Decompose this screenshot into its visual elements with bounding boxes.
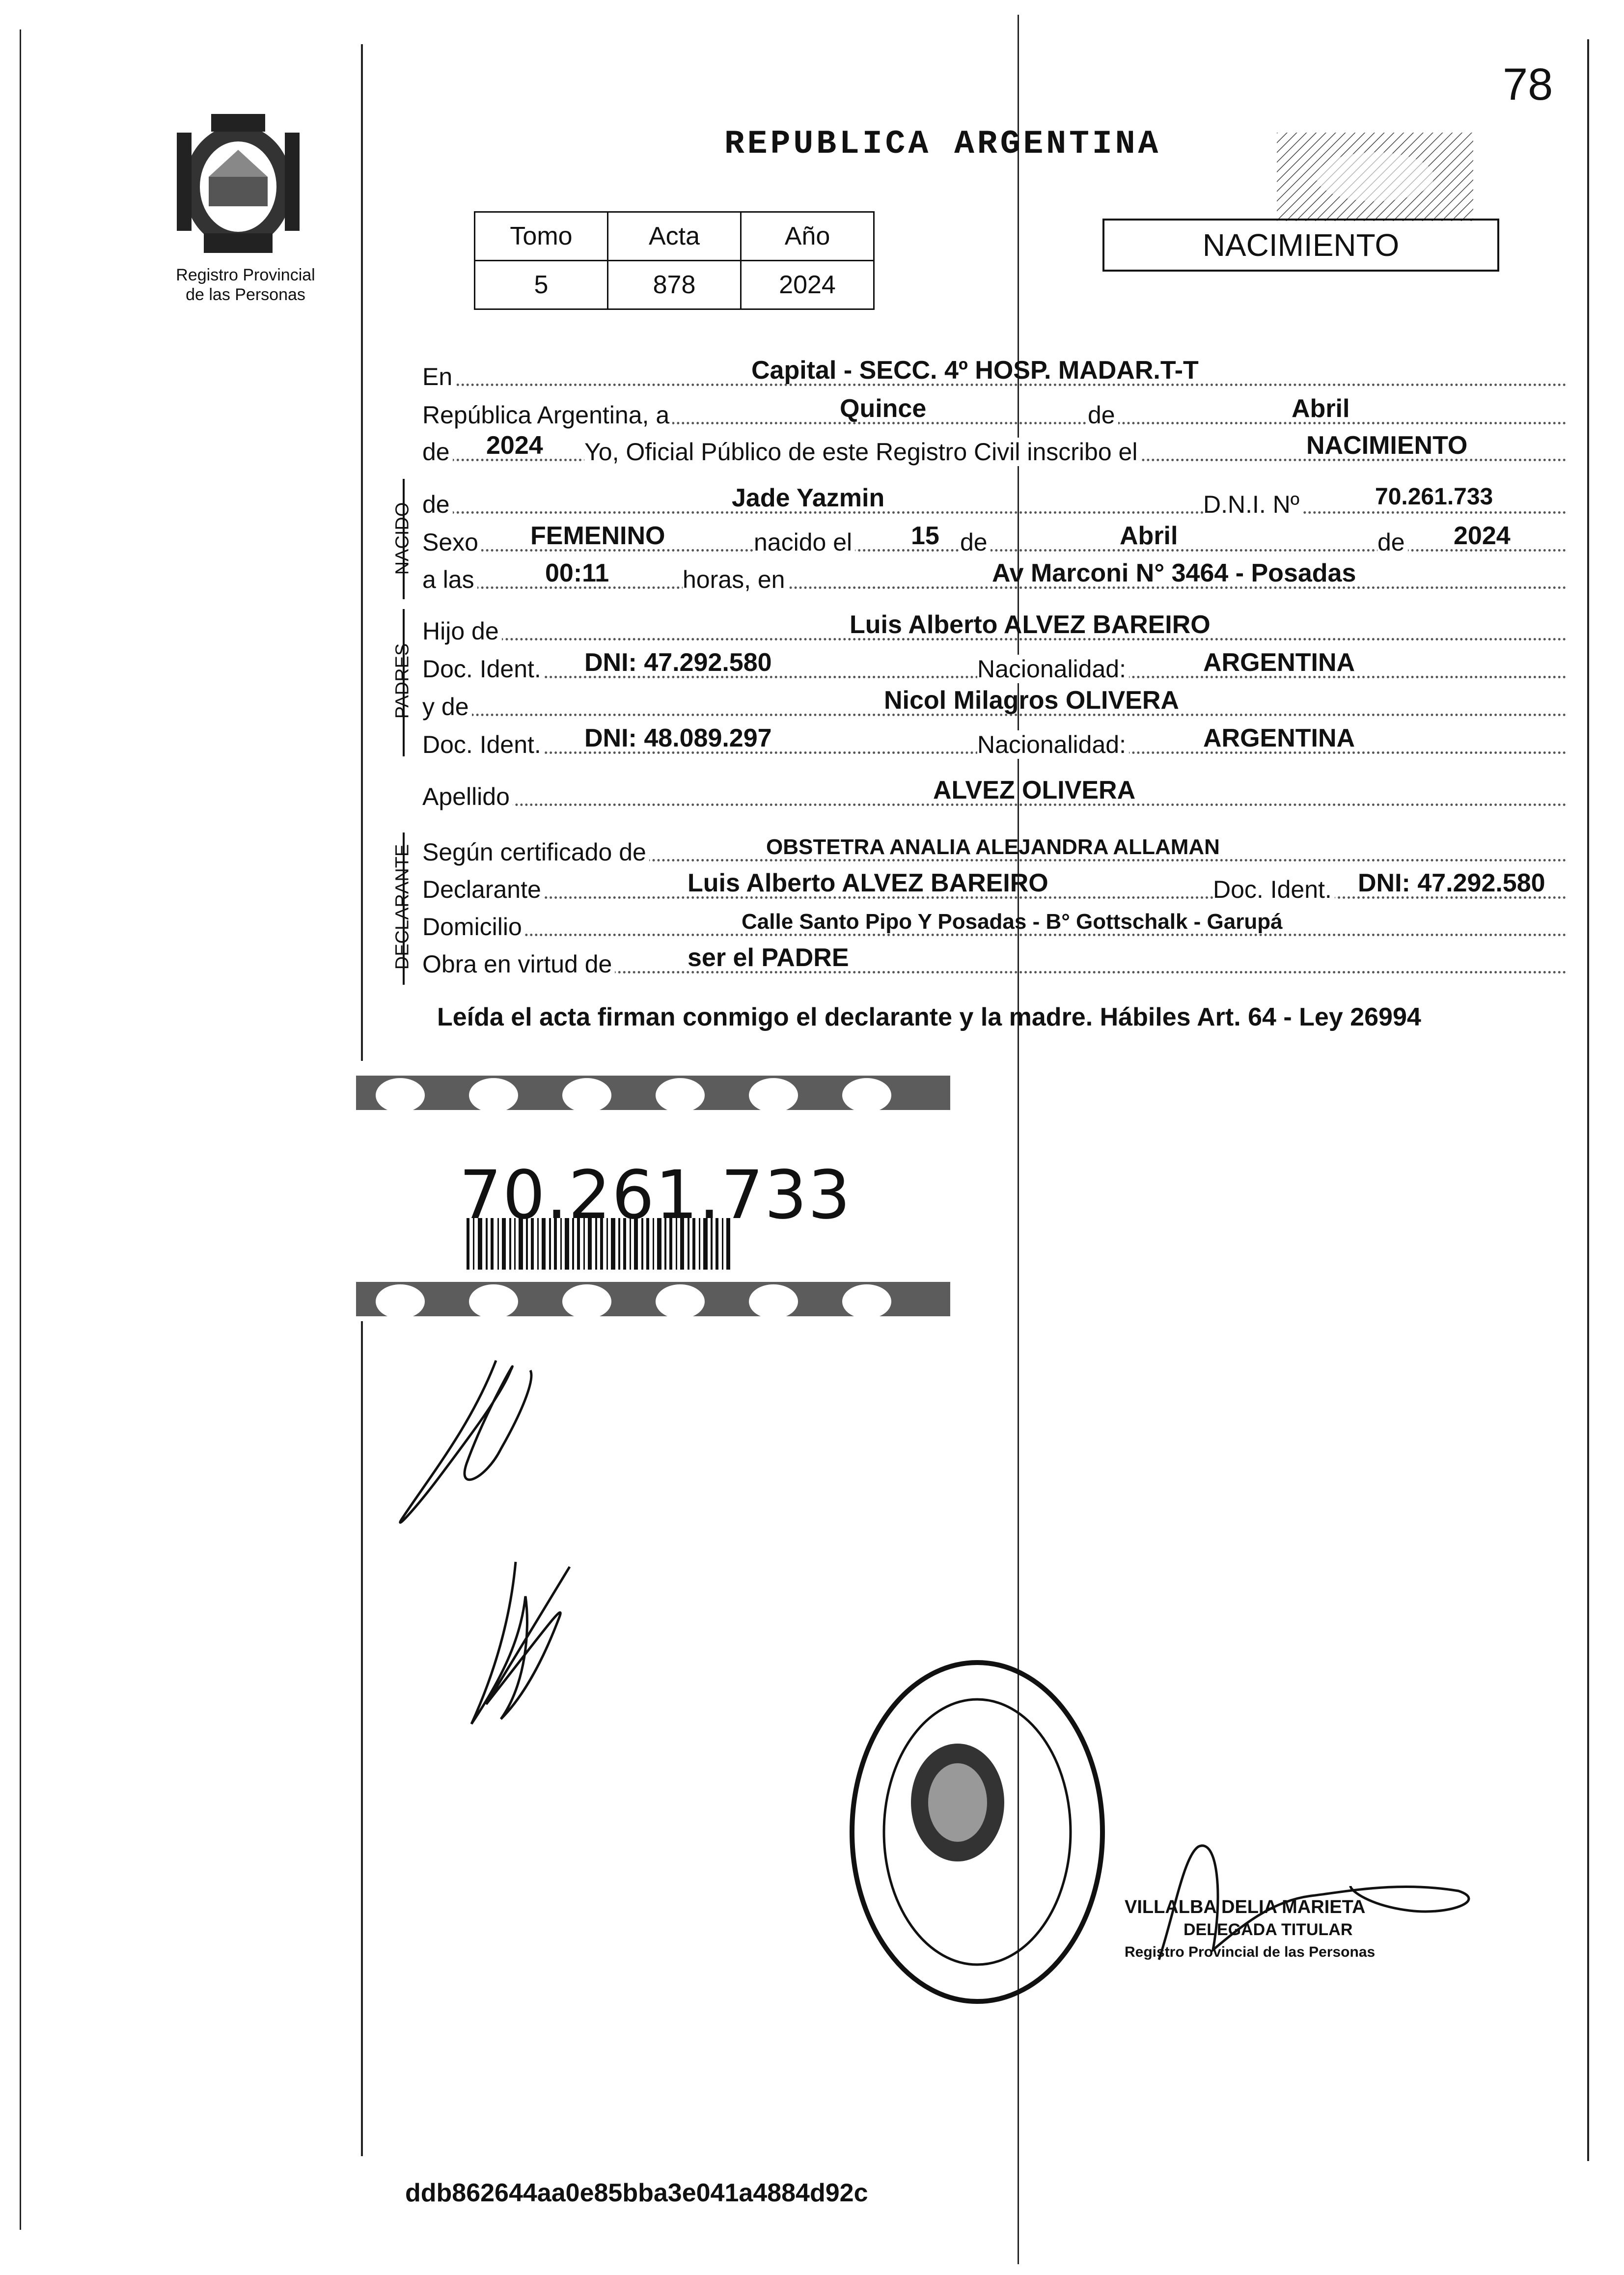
de-label-2: de: [960, 528, 991, 556]
mother-name-value: Nicol Milagros OLIVERA: [884, 686, 1179, 715]
hijo-label: Hijo de: [422, 617, 502, 645]
father-nationality-value: ARGENTINA: [1203, 648, 1355, 677]
domicilio-label: Domicilio: [422, 913, 525, 941]
table-value-tomo: 5: [475, 261, 608, 309]
republica-label: República Argentina, a: [422, 401, 672, 429]
official-name: VILLALBA DELIA MARIETA: [1125, 1897, 1366, 1917]
obra-label: Obra en virtud de: [422, 950, 615, 978]
row-declarante: [422, 871, 1567, 904]
row-certificado: [422, 834, 1567, 866]
year-value: 2024: [486, 431, 543, 460]
row-hijo: [422, 610, 1567, 645]
security-watermark: [1277, 133, 1473, 221]
sexo-value: FEMENINO: [530, 522, 665, 550]
dni-value: 70.261.733: [1375, 484, 1493, 510]
dni-label: D.N.I. Nº: [1203, 490, 1302, 519]
father-name-value: Luis Alberto ALVEZ BAREIRO: [850, 610, 1211, 639]
row-date: [422, 394, 1567, 429]
official-registry: Registro Provincial de las Personas: [1125, 1944, 1376, 1960]
nacionalidad-label-2: Nacionalidad:: [977, 730, 1129, 759]
registry-seal-stamp: [845, 1655, 1110, 2009]
child-name-value: Jade Yazmin: [732, 484, 885, 512]
row-domicilio: [422, 909, 1567, 941]
horas-label: horas, en: [683, 565, 788, 594]
closing-text: Leída el acta firman conmigo el declarante y la madre. Hábiles Art. 64 - Ley 26994: [437, 1003, 1421, 1031]
logo-caption-line1: Registro Provincial: [176, 266, 315, 284]
a-las-label: a las: [422, 565, 477, 594]
logo-caption: [147, 265, 344, 305]
nacido-de-label: de: [422, 490, 453, 519]
nacido-side-label: NACIDO: [392, 502, 413, 575]
dotted-line: [422, 511, 1567, 514]
declarant-signature: [442, 1557, 589, 1734]
oficial-text: Yo, Oficial Público de este Registro Civil inscribo el: [584, 438, 1140, 466]
table-value-ano: 2024: [741, 261, 874, 309]
certificado-value: OBSTETRA ANALIA ALEJANDRA ALLAMAN: [766, 835, 1220, 859]
de-label: de: [1088, 401, 1118, 429]
mother-nationality-value: ARGENTINA: [1203, 724, 1355, 752]
provincial-coat-of-arms-logo: [157, 103, 319, 265]
declarante-side-label: DECLARANTE: [392, 844, 413, 970]
certificado-label: Según certificado de: [422, 838, 649, 866]
nacionalidad-label: Nacionalidad:: [977, 655, 1129, 683]
mother-doc-value: DNI: 48.089.297: [584, 724, 772, 752]
domicilio-value: Calle Santo Pipo Y Posadas - B° Gottschalk - Garupá: [742, 910, 1283, 934]
page-number: 78: [1503, 59, 1553, 110]
table-header-tomo: Tomo: [475, 212, 608, 261]
logo-caption-line2: de las Personas: [186, 285, 305, 304]
obra-value: ser el PADRE: [688, 943, 849, 972]
nacido-el-label: nacido el: [754, 528, 855, 556]
padres-side-label: PADRES: [392, 643, 413, 719]
row-father-doc: [422, 648, 1567, 683]
apellido-value: ALVEZ OLIVERA: [933, 776, 1136, 805]
row-apellido: [422, 778, 1567, 811]
declarante-doc-value: DNI: 47.292.580: [1358, 869, 1545, 897]
inscribe-value: NACIMIENTO: [1306, 431, 1468, 460]
month-value: Abril: [1292, 394, 1350, 423]
right-margin-line: [1587, 39, 1589, 2161]
row-sexo: [422, 524, 1567, 556]
birth-month-value: Abril: [1120, 522, 1178, 550]
time-value: 00:11: [545, 559, 609, 587]
birth-place-value: Av Marconi N° 3464 - Posadas: [992, 559, 1356, 587]
row-mother-doc: [422, 726, 1567, 759]
row-nacido-name: [422, 486, 1567, 519]
table-value-acta: 878: [608, 261, 741, 309]
left-margin-line: [20, 29, 21, 2230]
sexo-label: Sexo: [422, 528, 481, 556]
country-title: REPUBLICA ARGENTINA: [724, 125, 1161, 163]
barcode-number: 70.261.733: [459, 1157, 852, 1234]
doc-label: Doc. Ident.: [422, 655, 544, 683]
birth-year-value: 2024: [1454, 522, 1511, 550]
y-de-label: y de: [422, 693, 472, 721]
record-type-box: NACIMIENTO: [1102, 219, 1499, 272]
row-year: [422, 431, 1567, 466]
day-value: Quince: [840, 394, 927, 423]
row-mother: [422, 686, 1567, 721]
official-signature-block: [1125, 1896, 1375, 1964]
birth-day-value: 15: [911, 522, 939, 550]
father-doc-value: DNI: 47.292.580: [584, 648, 772, 677]
official-role: DELEGADA TITULAR: [1184, 1920, 1353, 1939]
table-header-acta: Acta: [608, 212, 741, 261]
table-header-ano: Año: [741, 212, 874, 261]
declarante-value: Luis Alberto ALVEZ BAREIRO: [688, 869, 1048, 897]
document-hash: ddb862644aa0e85bba3e041a4884d92c: [405, 2179, 868, 2207]
de-label-3: de: [1377, 528, 1408, 556]
doc-label-2: Doc. Ident.: [422, 730, 544, 759]
year-prefix-label: de: [422, 438, 453, 466]
row-en: [422, 356, 1567, 391]
en-value: Capital - SECC. 4º HOSP. MADAR.T-T: [751, 356, 1199, 385]
row-hora: [422, 561, 1567, 594]
en-label: En: [422, 362, 455, 391]
apellido-label: Apellido: [422, 782, 513, 811]
declarante-doc-label: Doc. Ident.: [1213, 875, 1335, 904]
declarante-label: Declarante: [422, 875, 544, 904]
mother-signature: [373, 1351, 579, 1547]
row-obra: [422, 943, 1567, 978]
tomo-acta-ano-table: [474, 211, 875, 310]
